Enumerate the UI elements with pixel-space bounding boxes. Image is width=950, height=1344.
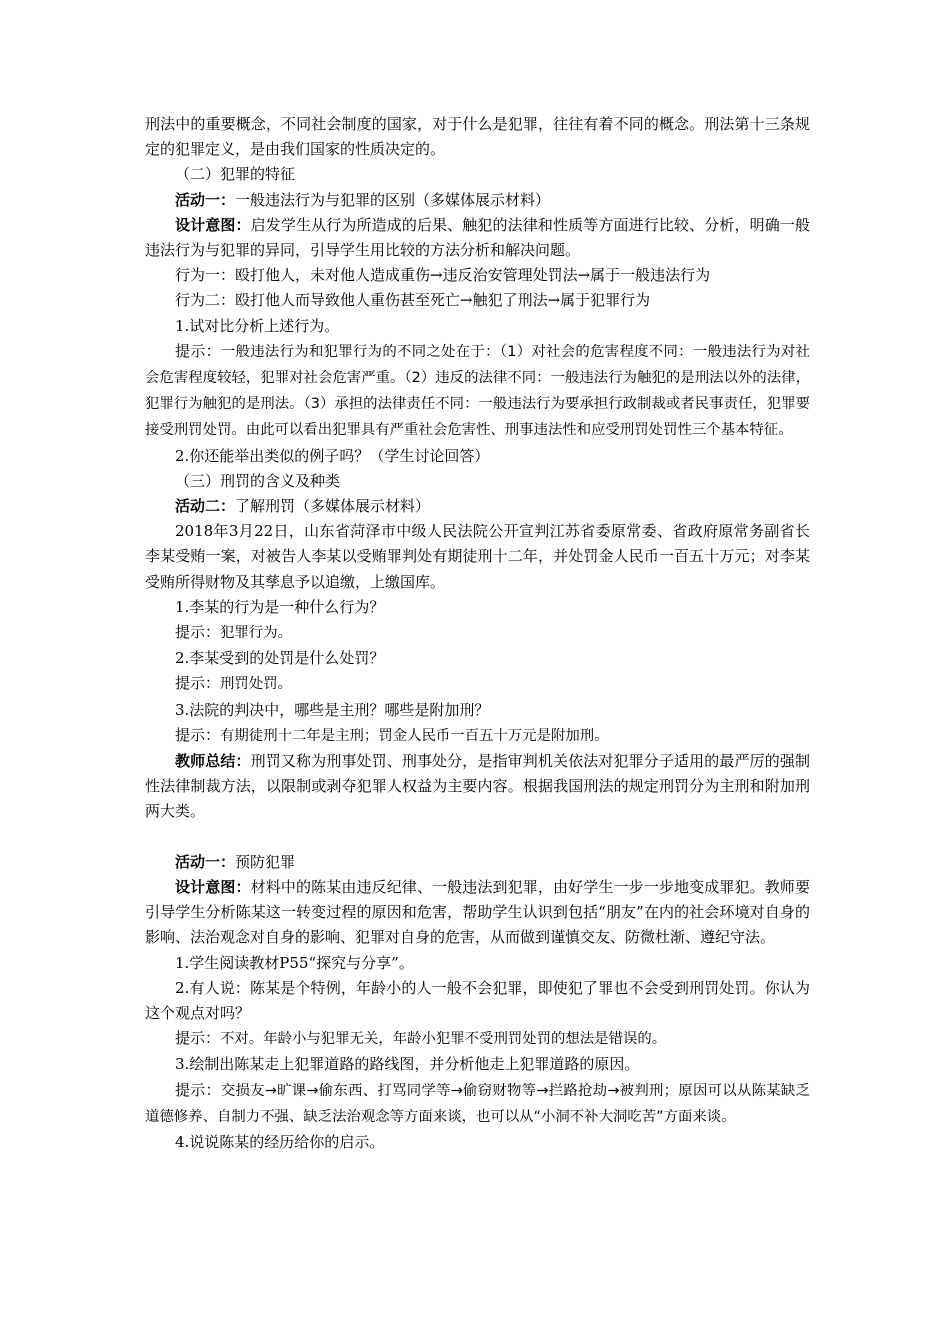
hint-text: 一般违法行为和犯罪行为的不同之处在于：（1）对社会的危害程度不同：一般违法行为对社会危害程度较轻，犯罪对社会危害严重。（2）违反的法律不同：一般违法行为触犯的是刑法以外的法律，犯罪行为触犯的是刑法。（3）承担的法律责任不同：一般违法行为要承担行政制裁或者民事责任，犯罪要接受刑罚处罚。由此可以看出犯罪具有严重社会危害性、刑事违法性和应受刑罚处罚性三个基本特征。 (145, 343, 810, 439)
paragraph-label: 教师总结： (175, 752, 251, 771)
paragraph (145, 850, 810, 875)
paragraph-text: 1.试对比分析上述行为。 (175, 316, 340, 335)
paragraph-label: 提示： (175, 1029, 221, 1048)
paragraph (145, 1078, 810, 1130)
paragraph (145, 263, 810, 288)
paragraph-text: 4.说说陈某的经历给你的启示。 (175, 1132, 385, 1151)
paragraph-label: 提示： (175, 1080, 221, 1099)
paragraph-text: 2.有人说：陈某是个特例，年龄小的人一般不会犯罪，即使犯了罪也不会受到刑罚处罚。你认为这个观点对吗？ (145, 978, 810, 1022)
paragraph-label: 提示： (175, 725, 221, 744)
paragraph (145, 698, 810, 723)
paragraph (145, 494, 810, 519)
paragraph (145, 339, 810, 444)
paragraph (145, 188, 810, 213)
paragraph (145, 620, 810, 646)
paragraph-text: 2018年3月22日，山东省菏泽市中级人民法院公开宣判江苏省委原常委、省政府原常务副省长李某受贿一案，对被告人李某以受贿罪判处有期徒刑十二年，并处罚金人民币一百五十万元；对李某受贿所得财物及其孳息予以追缴，上缴国库。 (145, 522, 810, 591)
paragraph (145, 1052, 810, 1077)
paragraph (145, 951, 810, 976)
paragraph (145, 288, 810, 313)
paragraph-text: 行为一：殴打他人，未对他人造成重伤→违反治安管理处罚法→属于一般违法行为 (175, 266, 711, 285)
paragraph (145, 875, 810, 951)
paragraph (145, 671, 810, 697)
paragraph (145, 1130, 810, 1155)
paragraph-label: 活动一： (175, 852, 236, 871)
paragraph-text: 1.李某的行为是一种什么行为？ (175, 597, 385, 616)
paragraph (145, 1026, 810, 1052)
paragraph (145, 314, 810, 339)
paragraph-label: 活动二： (175, 497, 236, 516)
paragraph-text: 2.李某受到的处罚是什么处罚？ (175, 649, 385, 668)
paragraph-label: 提示： (175, 341, 221, 360)
paragraph-text: 启发学生从行为所造成的后果、触犯的法律和性质等方面进行比较、分析，明确一般违法行为与犯罪的异同，引导学生用比较的方法分析和解决问题。 (145, 215, 810, 260)
paragraph (145, 444, 810, 469)
paragraph (145, 749, 810, 825)
paragraph-text: 2.你还能举出类似的例子吗？（学生讨论回答） (175, 446, 490, 465)
paragraph-label: 设计意图： (175, 877, 251, 896)
paragraph (145, 469, 810, 494)
paragraph-text: 材料中的陈某由违反纪律、一般违法到犯罪，由好学生一步一步地变成罪犯。教师要引导学生分析陈某这一转变过程的原因和危害，帮助学生认识到包括“朋友”在内的社会环境对自身的影响、法治观念对自身的影响、犯罪对自身的危害，从而做到谨慎交友、防微杜渐、遵纪守法。 (145, 877, 810, 947)
paragraph (145, 213, 810, 263)
paragraph-text: 行为二：殴打他人而导致他人重伤甚至死亡→触犯了刑法→属于犯罪行为 (175, 291, 651, 310)
paragraph-spacer (145, 825, 810, 850)
paragraph-text: 3.绘制出陈某走上犯罪道路的路线图，并分析他走上犯罪道路的原因。 (175, 1055, 640, 1074)
paragraph (145, 646, 810, 671)
paragraph-text: 刑法中的重要概念，不同社会制度的国家，对于什么是犯罪，往往有着不同的概念。刑法第十三条规定的犯罪定义，是由我们国家的性质决定的。 (145, 115, 810, 159)
paragraph-text: 刑罚又称为刑事处罚、刑事处分，是指审判机关依法对犯罪分子适用的最严厉的强制性法律制裁方法，以限制或剥夺犯罪人权益为主要内容。根据我国刑法的规定刑罚分为主刑和附加刑两大类。 (145, 752, 810, 821)
paragraph-text: 了解刑罚（多媒体展示材料） (235, 497, 431, 516)
paragraph-text: 3.法院的判决中，哪些是主刑？哪些是附加刑？ (175, 700, 490, 719)
paragraph (145, 595, 810, 620)
paragraph-label: 提示： (175, 674, 221, 693)
paragraph-text: 1.学生阅读教材P55“探究与分享”。 (175, 953, 414, 972)
paragraph (145, 162, 810, 187)
hint-text: 交损友→旷课→偷东西、打骂同学等→偷窃财物等→拦路抢劫→被判刑；原因可以从陈某缺乏道德修养、自制力不强、缺乏法治观念等方面来谈，也可以从“小洞不补大洞吃苦”方面来谈。 (145, 1082, 810, 1125)
document-page (145, 112, 810, 1155)
paragraph-text: 预防犯罪 (235, 852, 296, 871)
paragraph (145, 976, 810, 1026)
hint-text: 不对。年龄小与犯罪无关，年龄小犯罪不受刑罚处罚的想法是错误的。 (220, 1031, 667, 1048)
paragraph (145, 112, 810, 162)
paragraph-text: 一般违法行为与犯罪的区别（多媒体展示材料） (235, 190, 551, 209)
hint-text: 犯罪行为。 (220, 625, 292, 642)
paragraph-label: 提示： (175, 623, 221, 642)
paragraph-text: （二）犯罪的特征 (175, 165, 296, 184)
paragraph-text: （三）刑罚的含义及种类 (175, 471, 341, 490)
paragraph-label: 活动一： (175, 190, 236, 209)
paragraph-label: 设计意图： (175, 215, 251, 234)
hint-text: 有期徒刑十二年是主刑；罚金人民币一百五十万元是附加刑。 (220, 727, 609, 744)
hint-text: 刑罚处罚。 (220, 676, 292, 693)
paragraph (145, 723, 810, 749)
paragraph (145, 519, 810, 595)
